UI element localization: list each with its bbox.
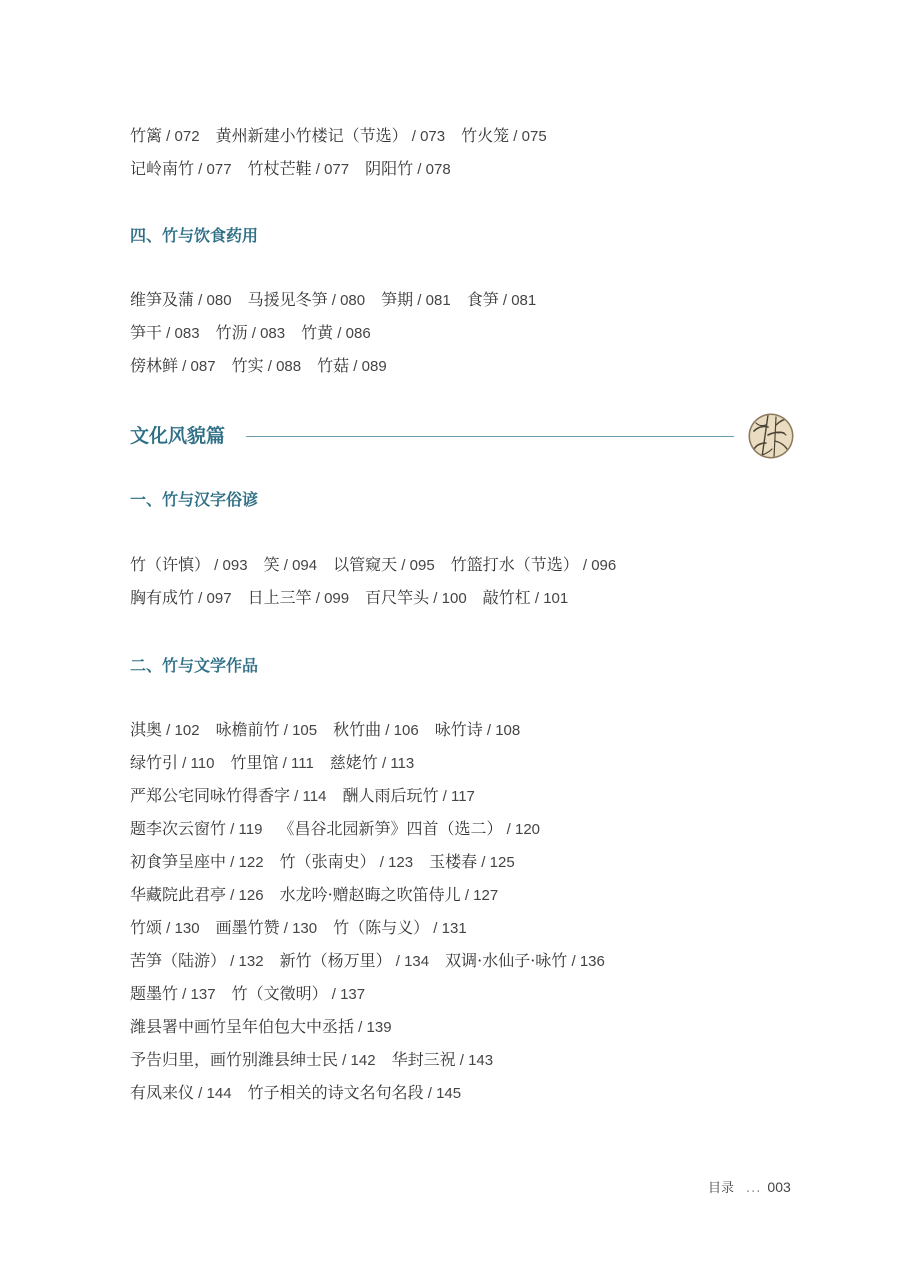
toc-entry-title: 酬人雨后玩竹 [342,786,439,805]
toc-entry-title: 竹篮打水（节选） [450,555,579,574]
toc-entry[interactable] [429,852,515,871]
toc-entry[interactable] [467,290,537,309]
toc-entry-page: 080 [340,292,366,309]
toc-entry-title: 予告归里，画竹别潍县绅士民 [130,1050,339,1069]
toc-entry-separator: / [477,854,490,871]
toc-entry[interactable] [435,720,521,739]
toc-entry-page: 097 [206,590,232,607]
toc-entry-page: 113 [390,755,415,772]
toc-entry-separator: / [279,920,293,937]
bamboo-painting-emblem-icon [748,413,794,459]
toc-entry-separator: / [407,128,421,145]
toc-entry-page: 142 [350,1052,376,1069]
toc-entry-page: 134 [404,953,430,970]
toc-entry-page: 132 [238,953,264,970]
toc-entry-separator: / [278,755,291,772]
toc-entry-title: 竹（文徵明） [231,984,328,1003]
toc-entry[interactable] [342,786,474,805]
toc-entry[interactable] [280,951,430,970]
toc-entry-title: 题墨竹 [130,984,179,1003]
section-divider [246,436,734,437]
toc-line [130,951,605,972]
toc-line [130,786,475,807]
toc-entry-title: 水龙吟·赠赵晦之吹笛侍儿 [279,885,461,904]
toc-entry-title: 记岭南竹 [130,159,195,178]
toc-entry-separator: / [290,788,303,805]
subsection-heading-literary-works: 二、竹与文学作品 [130,656,259,675]
toc-entry[interactable] [130,753,214,772]
toc-entry-title: 华封三祝 [391,1050,456,1069]
toc-entry[interactable] [301,323,371,342]
toc-entry-page: 130 [292,920,318,937]
toc-entry-page: 105 [292,722,318,739]
toc-entry-title: 以管窥天 [333,555,398,574]
toc-entry-separator: / [311,590,325,607]
toc-entry-title: 初食笋呈座中 [130,852,227,871]
toc-entry-page: 122 [238,854,264,871]
toc-entry-title: 题李次云窗竹 [130,819,227,838]
toc-entry-title: 阴阳竹 [365,159,414,178]
toc-line [130,126,547,147]
toc-entry-title: 笋干 [130,323,163,342]
toc-line [130,1050,493,1071]
toc-entry-title: 秋竹曲 [333,720,382,739]
toc-entry-page: 123 [388,854,414,871]
toc-entry-page: 094 [292,557,318,574]
toc-entry-page: 114 [302,788,327,805]
toc-entry-title: 竹菇 [317,356,350,375]
toc-entry-title: 日上三竿 [247,588,312,607]
toc-entry-title: 画墨竹赞 [215,918,280,937]
toc-entry[interactable] [461,126,547,145]
toc-entry-page: 099 [324,590,350,607]
toc-entry-title: 咏檐前竹 [215,720,280,739]
toc-entry-title: 新竹（杨万里） [279,951,392,970]
toc-line [130,918,467,939]
toc-entry[interactable] [280,885,499,904]
toc-entry-separator: / [279,557,293,574]
toc-entry[interactable] [130,984,216,1003]
toc-entry-title: 竹颂 [130,918,163,937]
toc-entry-page: 136 [579,953,605,970]
toc-entry[interactable] [130,720,200,739]
toc-entry-separator: / [311,161,325,178]
toc-entry-separator: / [194,1085,207,1102]
toc-entry[interactable] [451,555,617,574]
toc-entry-title: 有凤来仪 [130,1083,195,1102]
toc-entry[interactable] [216,720,318,739]
toc-entry[interactable] [130,323,200,342]
toc-entry-page: 081 [511,292,537,309]
toc-entry-separator: / [178,986,191,1003]
toc-entry-title: 竹里馆 [230,753,279,772]
toc-entry-title: 竹杖芒鞋 [247,159,312,178]
toc-entry-page: 125 [489,854,515,871]
toc-entry-title: 傍林鲜 [130,356,179,375]
toc-entry-title: 食笋 [466,290,499,309]
toc-entry-title: 绿竹引 [130,753,179,772]
footer-dots: ... [746,1181,762,1196]
toc-entry[interactable] [130,852,264,871]
toc-entry-page: 139 [366,1019,392,1036]
toc-entry[interactable] [130,290,232,309]
footer-label: 目录 [708,1181,735,1196]
toc-entry-title: 淇奥 [130,720,163,739]
toc-entry-page: 083 [260,325,286,342]
toc-entry[interactable] [365,159,451,178]
toc-entry-page: 088 [276,358,302,375]
toc-entry-separator: / [429,920,442,937]
toc-entry-title: 竹（张南史） [279,852,376,871]
toc-entry-separator: / [333,325,346,342]
footer-page-number: 003 [767,1179,791,1195]
toc-entry-title: 黄州新建小竹楼记（节选） [215,126,408,145]
subsection-heading-food-medicine: 四、竹与饮食药用 [130,226,259,245]
toc-entry[interactable] [333,720,419,739]
toc-entry-title: 《昌谷北园新笋》四首（选二） [278,819,503,838]
toc-entry-page: 096 [591,557,617,574]
toc-entry-title: 双调·水仙子·咏竹 [445,951,568,970]
toc-entry-title: 笑 [263,555,280,574]
toc-entry-page: 111 [290,755,314,772]
toc-entry[interactable] [130,786,326,805]
toc-entry-page: 083 [174,325,200,342]
toc-entry[interactable] [130,356,216,375]
toc-entry-page: 086 [345,325,371,342]
toc-entry-separator: / [178,755,191,772]
toc-entry-separator: / [375,854,389,871]
toc-entry-title: 笋期 [381,290,414,309]
toc-entry-page: 117 [450,788,475,805]
toc-entry-separator: / [502,821,515,838]
toc-entry-page: 126 [238,887,264,904]
toc-entry-separator: / [438,788,451,805]
toc-entry-title: 竹篱 [130,126,163,145]
toc-entry-separator: / [423,1085,437,1102]
toc-line [130,984,365,1005]
toc-entry-page: 120 [514,821,541,838]
toc-entry-separator: / [162,722,175,739]
toc-entry-title: 咏竹诗 [434,720,483,739]
toc-line [130,356,387,377]
toc-entry-separator: / [455,1052,469,1069]
toc-entry-separator: / [194,161,207,178]
toc-entry[interactable] [130,588,232,607]
toc-entry[interactable] [280,852,414,871]
page-footer [708,1179,791,1197]
toc-entry-page: 108 [495,722,521,739]
toc-entry-page: 073 [420,128,446,145]
toc-line [130,720,520,741]
toc-entry[interactable] [381,290,451,309]
toc-entry-separator: / [377,755,391,772]
toc-entry[interactable] [216,918,318,937]
toc-entry[interactable] [445,951,605,970]
toc-entry-title: 竹子相关的诗文名句名段 [247,1083,424,1102]
toc-entry-page: 131 [441,920,467,937]
toc-entry[interactable] [248,290,366,309]
toc-entry-separator: / [391,953,405,970]
toc-line [130,290,536,311]
toc-entry-page: 127 [473,887,499,904]
toc-entry-page: 100 [441,590,467,607]
toc-entry-page: 080 [206,292,232,309]
toc-line [130,885,498,906]
toc-entry-separator: / [397,557,410,574]
toc-line [130,819,540,840]
toc-entry[interactable] [130,1017,392,1036]
toc-entry-page: 087 [190,358,216,375]
toc-entry-separator: / [210,557,223,574]
toc-entry-separator: / [460,887,474,904]
toc-entry-page: 144 [206,1085,232,1102]
toc-entry-page: 102 [174,722,200,739]
toc-entry-separator: / [226,854,239,871]
toc-entry-separator: / [338,1052,351,1069]
toc-entry-title: 玉楼春 [429,852,478,871]
toc-entry-separator: / [194,292,207,309]
toc-entry[interactable] [248,1083,462,1102]
toc-entry[interactable] [232,356,302,375]
toc-entry-page: 078 [425,161,451,178]
toc-entry-separator: / [162,325,175,342]
toc-entry-separator: / [349,358,362,375]
toc-entry-separator: / [381,722,394,739]
toc-line [130,1017,392,1038]
toc-entry-separator: / [327,986,341,1003]
toc-entry[interactable] [130,1050,376,1069]
toc-entry-separator: / [162,920,175,937]
toc-entry-separator: / [279,722,293,739]
toc-entry-page: 093 [222,557,248,574]
toc-entry-separator: / [194,590,207,607]
toc-entry[interactable] [365,588,467,607]
toc-line [130,588,568,609]
toc-entry[interactable] [392,1050,494,1069]
toc-entry[interactable] [483,588,569,607]
toc-entry-page: 095 [409,557,435,574]
toc-entry-page: 077 [206,161,232,178]
toc-entry-separator: / [226,953,239,970]
toc-entry-page: 089 [361,358,387,375]
toc-entry-title: 维笋及蒲 [130,290,195,309]
toc-entry-separator: / [263,358,277,375]
toc-entry-page: 143 [468,1052,494,1069]
toc-entry-separator: / [247,325,261,342]
toc-entry-separator: / [578,557,592,574]
toc-entry-separator: / [226,821,239,838]
toc-entry-title: 竹火笼 [461,126,510,145]
toc-entry[interactable] [130,951,264,970]
toc-entry-separator: / [413,161,426,178]
toc-entry[interactable] [216,323,286,342]
toc-entry-page: 075 [521,128,547,145]
toc-entry[interactable] [278,819,540,838]
toc-entry[interactable] [232,984,366,1003]
toc-entry[interactable] [130,885,264,904]
toc-entry-page: 106 [393,722,419,739]
toc-entry-separator: / [162,128,175,145]
toc-entry-page: 101 [543,590,569,607]
toc-entry-separator: / [178,358,191,375]
section-title: 文化风貌篇 [130,425,226,447]
toc-entry[interactable] [264,555,318,574]
toc-entry-title: 华藏院此君亭 [130,885,227,904]
toc-entry-title: 潍县署中画竹呈年伯包大中丞括 [130,1017,355,1036]
toc-line [130,555,616,576]
toc-entry[interactable] [130,126,200,145]
toc-entry[interactable] [130,159,232,178]
toc-line [130,1083,461,1104]
toc-entry-page: 130 [174,920,200,937]
toc-entry-separator: / [413,292,426,309]
toc-entry-title: 苦笋（陆游） [130,951,227,970]
toc-entry-title: 严郑公宅同咏竹得香字 [130,786,291,805]
toc-entry-separator: / [530,590,544,607]
toc-entry-separator: / [498,292,512,309]
toc-entry-title: 慈姥竹 [329,753,378,772]
toc-entry-separator: / [482,722,496,739]
toc-entry-title: 竹（许慎） [130,555,211,574]
toc-entry[interactable] [130,918,200,937]
toc-entry[interactable] [130,819,262,838]
toc-entry-title: 竹（陈与义） [333,918,430,937]
toc-entry[interactable] [248,159,350,178]
toc-entry[interactable] [230,753,313,772]
toc-entry[interactable] [130,1083,232,1102]
toc-entry-page: 137 [340,986,366,1003]
toc-entry[interactable] [333,918,467,937]
toc-entry-title: 敲竹杠 [482,588,531,607]
toc-entry[interactable] [216,126,446,145]
toc-entry[interactable] [333,555,435,574]
toc-entry[interactable] [317,356,387,375]
toc-entry-title: 竹实 [231,356,264,375]
toc-line [130,159,451,180]
toc-entry-separator: / [226,887,239,904]
toc-line [130,753,414,774]
toc-line [130,852,515,873]
toc-entry-separator: / [509,128,522,145]
toc-entry-title: 百尺竿头 [365,588,430,607]
toc-entry-title: 竹黄 [301,323,334,342]
toc-entry-page: 110 [190,755,215,772]
toc-entry-separator: / [327,292,341,309]
toc-line [130,323,371,344]
toc-entry-title: 胸有成竹 [130,588,195,607]
toc-entry-separator: / [429,590,442,607]
toc-entry[interactable] [330,753,414,772]
toc-entry-separator: / [354,1019,367,1036]
toc-entry-page: 145 [436,1085,462,1102]
toc-entry-page: 072 [174,128,200,145]
toc-entry-page: 137 [190,986,216,1003]
toc-entry-title: 马援见冬笋 [247,290,328,309]
toc-entry-page: 119 [238,821,263,838]
toc-entry-separator: / [567,953,580,970]
toc-entry[interactable] [248,588,350,607]
toc-entry[interactable] [130,555,248,574]
toc-entry-page: 081 [425,292,451,309]
toc-entry-page: 077 [324,161,350,178]
subsection-heading-characters-proverbs: 一、竹与汉字俗谚 [130,490,259,509]
toc-entry-title: 竹沥 [215,323,248,342]
